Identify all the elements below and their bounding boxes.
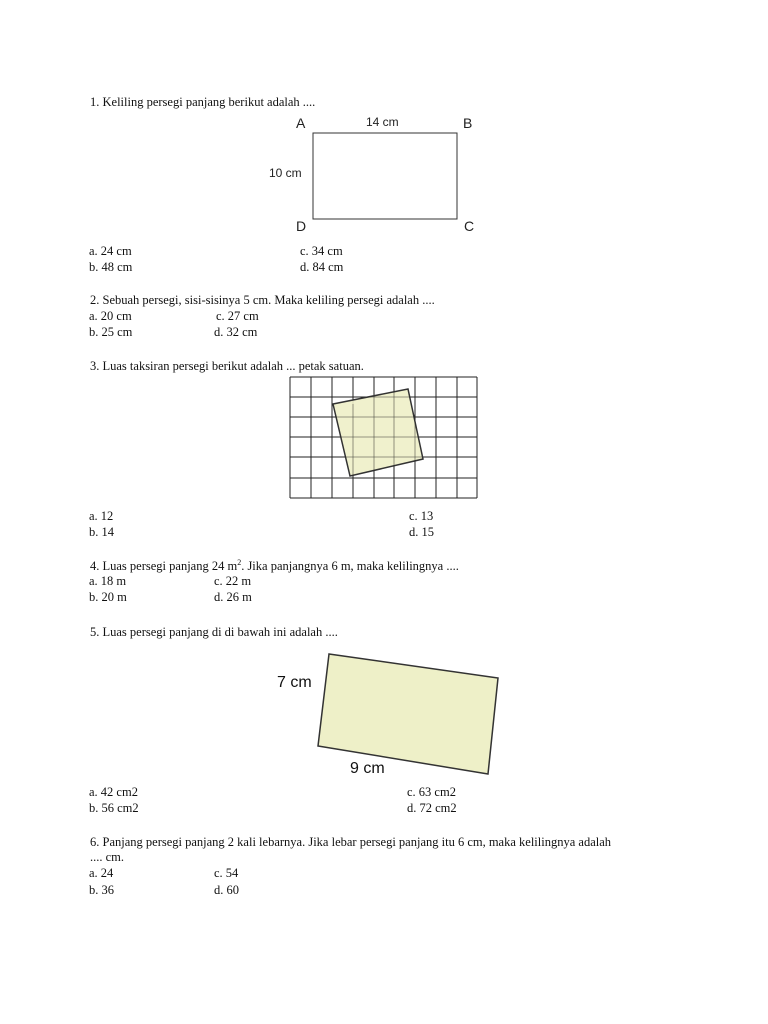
q3-option-c: c. 13 bbox=[409, 509, 434, 523]
q1-vertex-a: A bbox=[296, 115, 306, 131]
q1-option-a: a. 24 cm bbox=[89, 244, 132, 258]
q1-option-d: d. 84 cm bbox=[300, 260, 344, 274]
q1-option-c: c. 34 cm bbox=[300, 244, 343, 258]
q1-rectangle-shape bbox=[313, 133, 457, 219]
question-4-text bbox=[90, 559, 459, 573]
q5-rectangle-figure bbox=[268, 648, 508, 783]
question-3-text: 3. Luas taksiran persegi berikut adalah ... petak satuan. bbox=[90, 359, 364, 373]
q1-vertex-d: D bbox=[296, 218, 307, 234]
q5-option-a: a. 42 cm2 bbox=[89, 785, 138, 799]
q5-option-c: c. 63 cm2 bbox=[407, 785, 456, 799]
q6-option-a: a. 24 bbox=[89, 866, 114, 880]
q3-option-d: d. 15 bbox=[409, 525, 434, 539]
q3-option-a: a. 12 bbox=[89, 509, 114, 523]
q4-superscript: 2 bbox=[237, 557, 242, 567]
q5-bottom-length-label: 9 cm bbox=[350, 760, 385, 777]
q5-option-b: b. 56 cm2 bbox=[89, 801, 139, 815]
question-6-text-line2: .... cm. bbox=[90, 850, 125, 864]
q2-option-d: d. 32 cm bbox=[214, 325, 258, 339]
q1-option-b: b. 48 cm bbox=[89, 260, 133, 274]
q4-text-before: 4. Luas persegi panjang 24 m bbox=[90, 559, 238, 573]
q4-option-d: d. 26 m bbox=[214, 590, 252, 604]
q5-rectangle-svg bbox=[268, 648, 508, 783]
q3-option-b: b. 14 bbox=[89, 525, 114, 539]
question-2-text: 2. Sebuah persegi, sisi-sisinya 5 cm. Maka keliling persegi adalah .... bbox=[90, 293, 435, 307]
q5-tilted-rectangle bbox=[318, 654, 498, 774]
q1-vertex-b: B bbox=[463, 115, 473, 131]
q4-text-after: . Jika panjangnya 6 m, maka kelilingnya .... bbox=[241, 559, 459, 573]
q3-grid-svg bbox=[289, 376, 479, 501]
q4-option-a: a. 18 m bbox=[89, 574, 127, 588]
question-5-text: 5. Luas persegi panjang di di bawah ini adalah .... bbox=[90, 625, 338, 639]
q5-side-length-label: 7 cm bbox=[277, 674, 312, 691]
q4-option-b: b. 20 m bbox=[89, 590, 127, 604]
q1-vertex-c: C bbox=[464, 218, 475, 234]
question-1-text: 1. Keliling persegi panjang berikut adalah .... bbox=[90, 95, 316, 109]
q3-tilted-square bbox=[333, 389, 423, 476]
q4-option-c: c. 22 m bbox=[214, 574, 252, 588]
q2-option-c: c. 27 cm bbox=[216, 309, 259, 323]
q1-top-length-label: 14 cm bbox=[366, 115, 399, 129]
q6-option-c: c. 54 bbox=[214, 866, 239, 880]
q1-side-length-label: 10 cm bbox=[269, 166, 302, 180]
q3-grid-figure bbox=[289, 376, 479, 501]
q5-option-d: d. 72 cm2 bbox=[407, 801, 457, 815]
q6-option-b: b. 36 bbox=[89, 883, 114, 897]
question-6-text-line1: 6. Panjang persegi panjang 2 kali lebarnya. Jika lebar persegi panjang itu 6 cm, maka kelilingnya adalah bbox=[90, 835, 612, 849]
q1-rectangle-figure bbox=[260, 112, 490, 237]
q2-option-b: b. 25 cm bbox=[89, 325, 133, 339]
q2-option-a: a. 20 cm bbox=[89, 309, 132, 323]
q6-option-d: d. 60 bbox=[214, 883, 239, 897]
